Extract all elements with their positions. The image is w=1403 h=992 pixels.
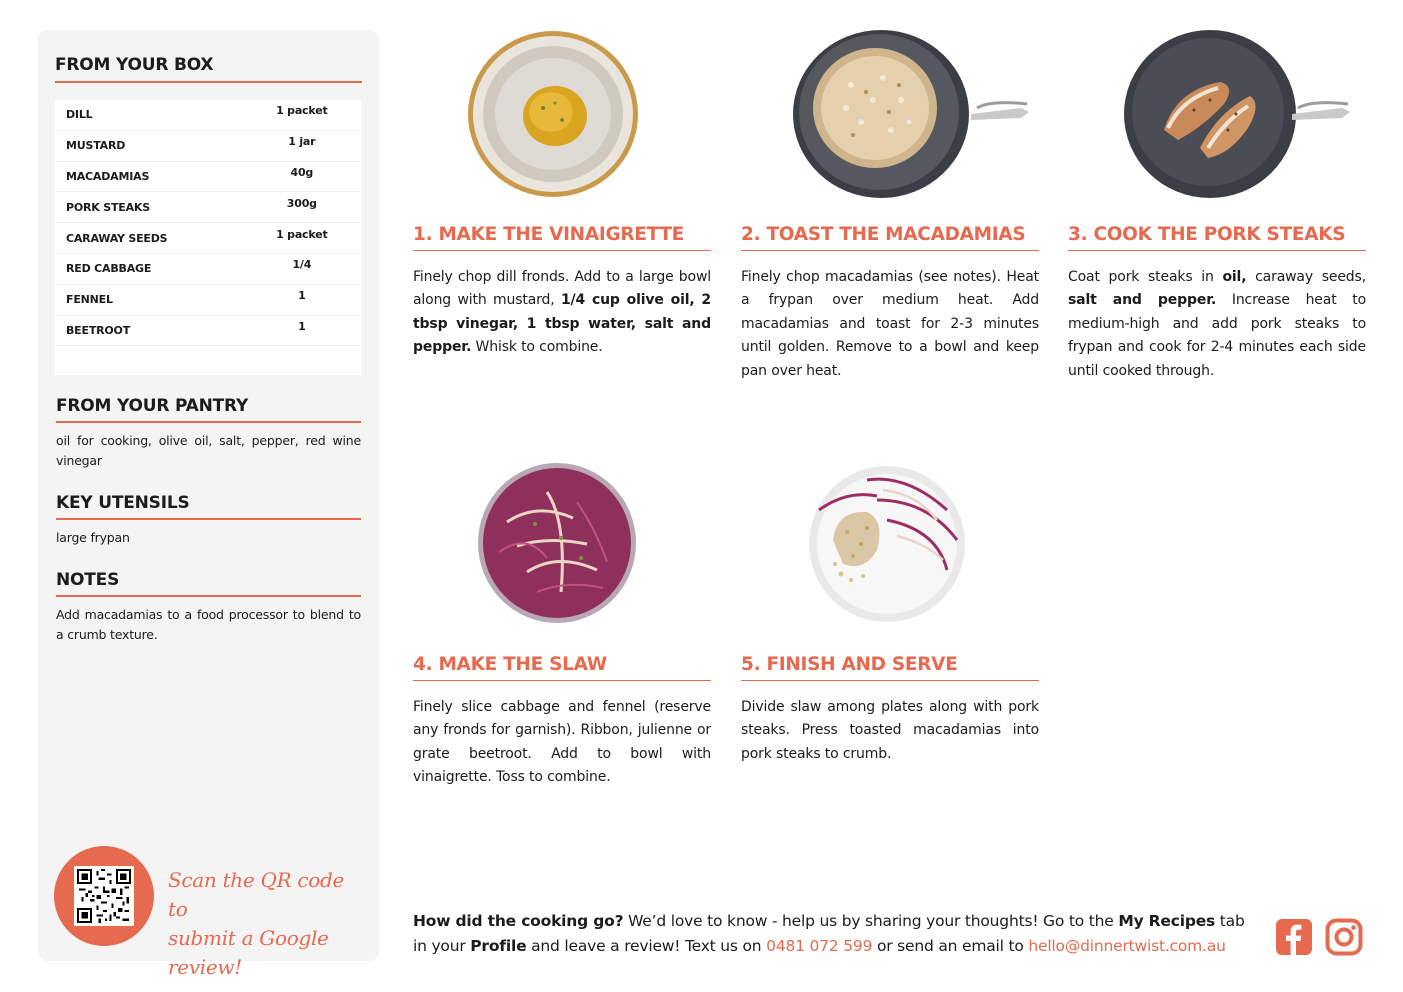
- text-run: and leave a review! Text us on: [526, 937, 767, 955]
- ingredient-row: [55, 285, 361, 316]
- ingredient-quantity: 1: [298, 319, 306, 333]
- text-run: We’d love to know - help us by sharing your thoughts! Go to the: [623, 912, 1119, 930]
- plated-dish-image: [807, 460, 967, 624]
- pantry-heading: FROM YOUR PANTRY: [56, 396, 361, 423]
- ingredient-quantity: 1 packet: [276, 227, 328, 241]
- ingredient-quantity: 1 packet: [276, 104, 328, 118]
- ingredient-row: [55, 162, 361, 193]
- utensils-heading: KEY UTENSILS: [56, 493, 361, 520]
- ingredient-quantity: 40g: [290, 165, 314, 179]
- facebook-icon[interactable]: [1275, 918, 1313, 956]
- ingredient-name: CARAWAY SEEDS: [66, 231, 168, 245]
- text-run: tab in your: [413, 912, 1245, 955]
- vinaigrette-bowl-image: [467, 30, 639, 198]
- ingredient-name: MUSTARD: [66, 139, 126, 153]
- notes-heading: NOTES: [56, 570, 361, 597]
- utensils-section: [56, 493, 361, 548]
- step-2-title: 2. TOAST THE MACADAMIAS: [741, 224, 1039, 251]
- pantry-section: [56, 396, 361, 471]
- qr-review-text: [168, 866, 368, 982]
- ingredient-name: PORK STEAKS: [66, 200, 150, 214]
- ingredient-name: RED CABBAGE: [66, 262, 152, 276]
- text-run: or send an email to: [872, 937, 1029, 955]
- text-run: caraway seeds,: [1246, 269, 1366, 285]
- review-footer-text: [413, 909, 1263, 959]
- step-4: [413, 460, 711, 800]
- ingredient-row: [55, 192, 361, 223]
- step-1: [413, 30, 711, 390]
- step-1-body: [413, 266, 711, 360]
- step-5-body: [741, 696, 1039, 766]
- ingredient-quantity: 1 jar: [288, 135, 316, 149]
- ingredient-quantity: 1/4: [292, 258, 312, 272]
- step-3-title: 3. COOK THE PORK STEAKS: [1068, 224, 1366, 251]
- ingredient-row: [55, 100, 361, 131]
- instagram-icon[interactable]: [1325, 918, 1363, 956]
- pantry-text: oil for cooking, olive oil, salt, pepper, red wine vinegar: [56, 433, 361, 468]
- pork-steaks-pan-image: [1124, 30, 1356, 198]
- text-run: oil,: [1222, 269, 1247, 285]
- text-run: My Recipes: [1118, 912, 1216, 930]
- text-run: How did the cooking go?: [413, 912, 624, 930]
- utensils-text: large frypan: [56, 530, 130, 545]
- step-4-body: [413, 696, 711, 790]
- toasting-macadamias-pan-image: [791, 30, 1036, 198]
- qr-code-icon[interactable]: [74, 866, 134, 926]
- text-run: Finely slice cabbage and fennel (reserve any fronds for garnish). Ribbon, julienne or grate beetroot. Add to bowl with vinaigrette. Toss to combine.: [413, 699, 711, 786]
- step-3-body: [1068, 266, 1366, 383]
- qr-text-line2: submit a Google review!: [168, 926, 329, 979]
- ingredient-name: FENNEL: [66, 293, 113, 307]
- slaw-bowl-image: [477, 462, 637, 624]
- step-3: [1068, 30, 1366, 390]
- text-run: Increase heat to medium-high and add pork steaks to frypan and cook for 2-4 minutes each side until cooked through.: [1068, 292, 1366, 379]
- qr-badge[interactable]: [54, 846, 154, 946]
- step-2-body: [741, 266, 1039, 383]
- text-run: Whisk to combine.: [471, 339, 603, 356]
- text-run: salt and pepper.: [1068, 292, 1217, 309]
- text-run: Finely chop dill fronds. Add to a large bowl along with mustard,: [413, 269, 711, 309]
- ingredient-name: MACADAMIAS: [66, 169, 150, 183]
- ingredient-quantity: 300g: [286, 196, 317, 210]
- step-4-title: 4. MAKE THE SLAW: [413, 654, 711, 681]
- text-run: 1/4 cup olive oil, 2 tbsp vinegar, 1 tbsp water, salt and pepper.: [413, 292, 711, 356]
- ingredient-row: [55, 316, 361, 347]
- ingredient-quantity: 1: [298, 289, 306, 303]
- ingredient-name: BEETROOT: [66, 323, 130, 337]
- from-your-box-heading: FROM YOUR BOX: [55, 55, 362, 83]
- ingredients-table: [55, 100, 361, 375]
- text-run: Divide slaw among plates along with pork steaks. Press toasted macadamias into pork steaks to crumb.: [741, 699, 1039, 762]
- notes-text: Add macadamias to a food processor to blend to a crumb texture.: [56, 607, 361, 642]
- ingredient-row: [55, 131, 361, 162]
- ingredient-name: DILL: [66, 108, 93, 122]
- step-1-title: 1. MAKE THE VINAIGRETTE: [413, 224, 711, 251]
- text-run: Profile: [470, 937, 527, 955]
- step-5-title: 5. FINISH AND SERVE: [741, 654, 1039, 681]
- step-2: [741, 30, 1039, 390]
- contact-link[interactable]: 0481 072 599: [766, 937, 873, 955]
- contact-link[interactable]: hello@dinnertwist.com.au: [1028, 937, 1226, 955]
- notes-section: [56, 570, 361, 645]
- ingredient-row: [55, 223, 361, 254]
- qr-text-line1: Scan the QR code to: [168, 868, 345, 921]
- step-5: [741, 460, 1039, 800]
- text-run: Finely chop macadamias (see notes). Heat a frypan over medium heat. Add macadamias and toast for 2-3 minutes until golden. Remove to a bowl and keep pan over heat.: [741, 269, 1039, 379]
- ingredient-row: [55, 254, 361, 285]
- ingredients-sidebar: [38, 30, 379, 979]
- text-run: Coat pork steaks in: [1068, 269, 1223, 285]
